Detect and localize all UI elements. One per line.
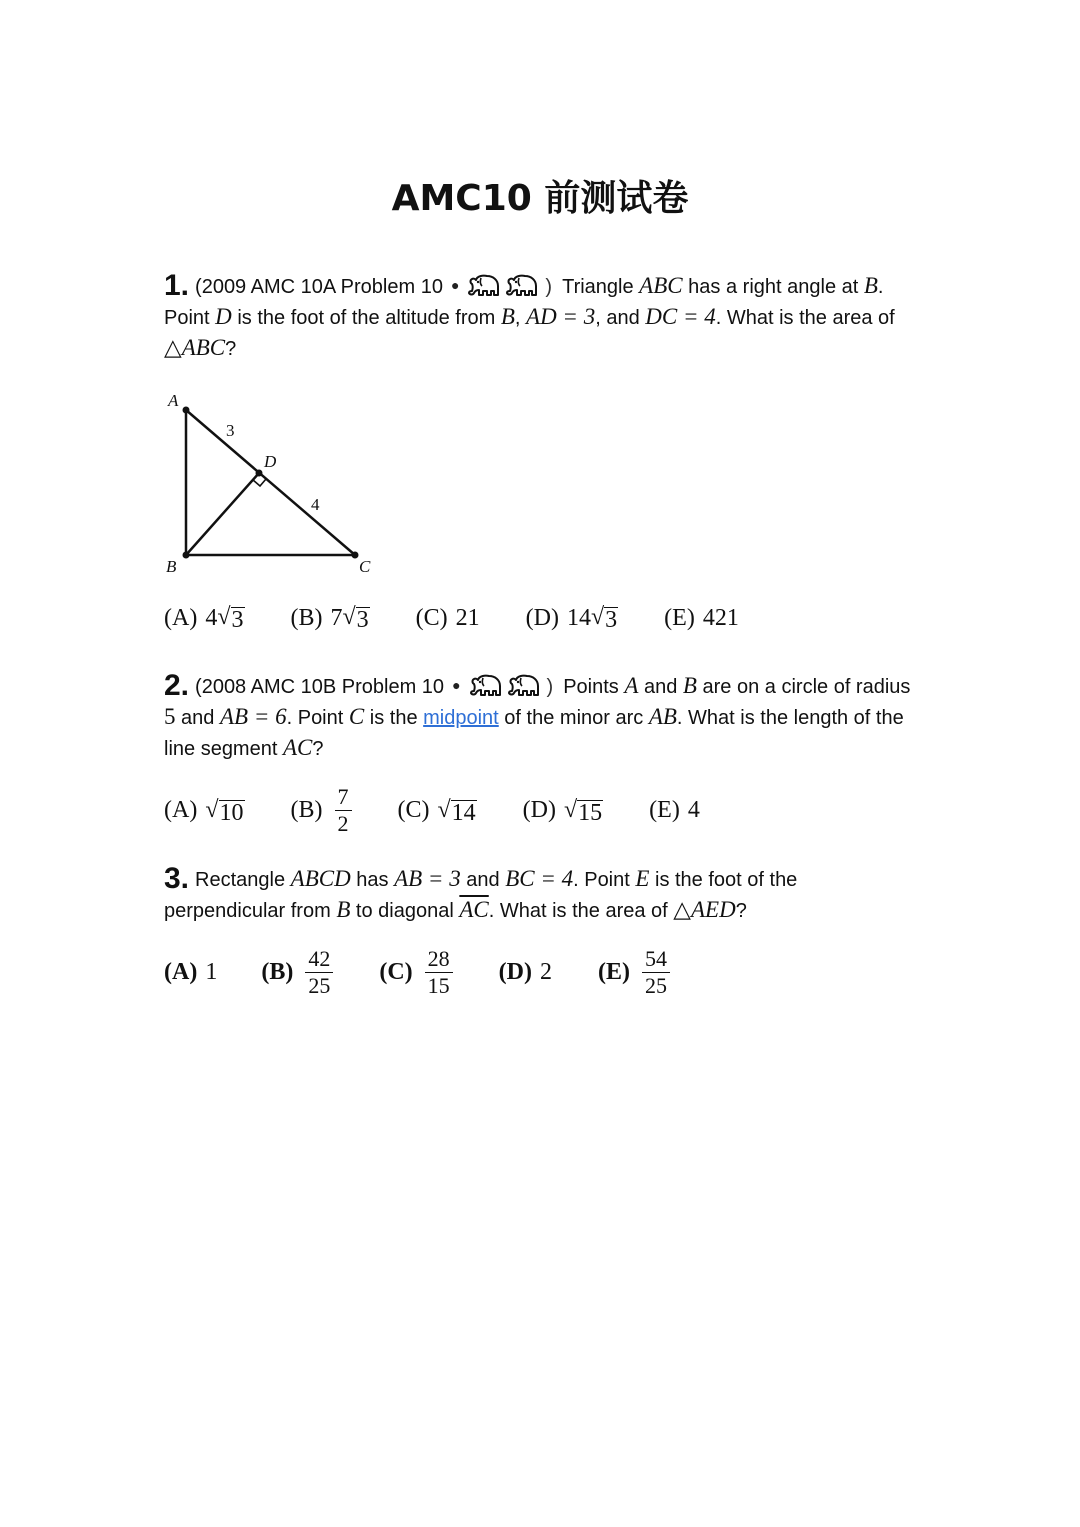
choice-label: (A) (164, 959, 198, 985)
text: . What is the area of (488, 900, 674, 922)
radicand: 14 (451, 799, 476, 826)
text: , and (595, 307, 646, 329)
sqrt: √ 10 (205, 796, 244, 826)
coefficient: 14 (567, 604, 591, 631)
math: ABCD (290, 866, 351, 891)
choice-label: (A) (164, 604, 198, 631)
numerator: 42 (305, 946, 333, 973)
choice-a[interactable] (164, 797, 245, 825)
problem-source: (2009 AMC 10A Problem 10 (195, 276, 443, 298)
math: ABC (639, 273, 683, 298)
text: ? (225, 338, 237, 360)
label-c: C (359, 557, 371, 576)
choice-c[interactable] (398, 797, 477, 825)
elephant-icon (467, 274, 501, 298)
problem-3-choices (164, 946, 914, 999)
choice-b[interactable] (291, 604, 370, 632)
fraction (642, 946, 670, 999)
text: Points (563, 676, 625, 698)
problem-number: 1. (164, 269, 190, 302)
math: DC = 4 (645, 304, 716, 329)
bullet-icon: ● (452, 677, 461, 693)
choice-a[interactable] (164, 604, 245, 632)
choice-label: (B) (290, 604, 323, 631)
choice-d[interactable] (499, 959, 552, 986)
choice-value: 4 (687, 797, 700, 823)
elephant-icon (505, 274, 539, 298)
label-b: B (166, 557, 177, 576)
choice-label: (C) (379, 959, 413, 985)
choice-value: 1 (205, 959, 218, 985)
math: C (348, 704, 365, 729)
choice-label: (B) (290, 797, 323, 823)
math: B (336, 897, 351, 922)
problem-1-choices (164, 604, 914, 632)
text: . What is the area of (715, 307, 895, 329)
math: AB = 3 (394, 866, 461, 891)
text: and (460, 869, 506, 891)
problem-source: (2008 AMC 10B Problem 10 (195, 676, 445, 698)
math: B (500, 304, 515, 329)
text: . Point (286, 707, 349, 729)
math: 5 (164, 704, 176, 729)
label-dc-length: 4 (311, 495, 320, 514)
coefficient: 4 (205, 604, 218, 631)
close-paren: ) (546, 676, 554, 698)
choice-label: (C) (415, 604, 448, 631)
math: △AED (673, 897, 736, 922)
math: AC (282, 735, 313, 760)
fraction (305, 946, 333, 999)
choice-label: (D) (525, 604, 559, 631)
text: ? (312, 738, 324, 760)
bullet-icon: ● (450, 277, 460, 293)
problem-number: 3. (164, 862, 190, 895)
radicand: 3 (356, 607, 369, 633)
denominator: 15 (427, 973, 450, 998)
sqrt: √ 3 (342, 604, 369, 633)
math: AD = 3 (526, 304, 596, 329)
triangle-figure (160, 388, 390, 583)
text: Rectangle (195, 869, 291, 891)
choice-d[interactable] (523, 797, 604, 825)
numerator: 7 (335, 784, 352, 811)
point-b (183, 552, 190, 559)
radicand: 15 (578, 799, 603, 826)
text: ? (735, 900, 747, 922)
problem-3 (164, 864, 914, 926)
choice-label: (D) (498, 959, 532, 985)
problem-3-text (164, 864, 914, 926)
text: has a right angle at (682, 276, 864, 298)
label-d: D (264, 452, 277, 471)
choice-label: (B) (261, 959, 294, 985)
text: to diagonal (350, 900, 460, 922)
denominator: 25 (644, 973, 667, 998)
text: , (514, 307, 527, 329)
close-paren: ) (545, 276, 553, 298)
problem-2-text (164, 670, 914, 764)
text: . Point (573, 869, 636, 891)
math: △ABC (164, 335, 226, 360)
text: is the foot of the altitude from (231, 307, 501, 329)
sqrt: √ 15 (564, 796, 603, 826)
text: . Point (164, 276, 884, 329)
numerator: 54 (642, 946, 670, 973)
problem-2-choices (164, 784, 914, 837)
choice-value: 421 (702, 604, 739, 631)
math: AB (648, 704, 677, 729)
math-segment: $\overline{AC}$ (459, 897, 489, 922)
choice-label: (E) (649, 797, 680, 823)
segment-bd (186, 473, 259, 555)
text: is the (364, 707, 424, 729)
elephant-icon (507, 674, 541, 698)
math: AB = 6 (219, 704, 287, 729)
radicand: 3 (605, 607, 618, 633)
choice-label: (E) (597, 959, 630, 985)
problem-1 (164, 270, 914, 364)
choice-a[interactable] (164, 959, 217, 986)
elephant-icon (469, 674, 503, 698)
text: are on a circle of radius (696, 676, 911, 698)
choice-label: (C) (397, 797, 430, 823)
text: and (638, 676, 683, 698)
radicand: 3 (231, 607, 244, 633)
midpoint-link[interactable]: midpoint (423, 707, 499, 729)
fraction (425, 946, 453, 999)
choice-value: 2 (539, 959, 552, 985)
sqrt: √ 14 (437, 796, 476, 826)
text: Triangle (562, 276, 640, 298)
choice-c[interactable] (416, 605, 480, 632)
denominator: 25 (308, 973, 331, 998)
point-c (352, 552, 359, 559)
point-d (256, 470, 263, 477)
choice-e[interactable] (598, 946, 670, 999)
choice-d[interactable] (526, 604, 619, 632)
choice-label: (E) (664, 604, 695, 631)
segment-ac (186, 410, 355, 555)
sqrt: √ 3 (591, 604, 618, 633)
choice-b[interactable] (261, 946, 333, 999)
choice-e[interactable] (664, 605, 739, 632)
label-ad-length: 3 (226, 421, 235, 440)
problem-number: 2. (164, 669, 190, 702)
radicand: 10 (219, 799, 244, 826)
text: and (175, 707, 220, 729)
choice-e[interactable] (649, 797, 700, 824)
choice-c[interactable] (379, 946, 452, 999)
choice-value: 21 (455, 604, 480, 631)
numerator: 28 (425, 946, 453, 973)
math: E (635, 866, 650, 891)
label-a: A (168, 391, 179, 410)
problem-1-text (164, 270, 914, 364)
math: B (682, 673, 697, 698)
problem-2 (164, 670, 914, 764)
denominator: 2 (337, 811, 349, 836)
text: is the foot of the perpendicular from (164, 869, 798, 922)
fraction (335, 784, 352, 837)
choice-b[interactable] (291, 784, 352, 837)
text: . What is the length of the line segment (164, 707, 904, 760)
choice-label: (A) (164, 797, 198, 823)
choice-label: (D) (522, 797, 556, 823)
point-a (183, 407, 190, 414)
text: of the minor arc (498, 707, 649, 729)
sqrt: √ 3 (217, 604, 244, 633)
math: B (863, 273, 878, 298)
math: A (624, 673, 639, 698)
text: has (350, 869, 395, 891)
page-title: AMC10 前测试卷 (391, 178, 689, 219)
math: BC = 4 (505, 866, 574, 891)
math: D (215, 304, 232, 329)
coefficient: 7 (330, 604, 343, 631)
